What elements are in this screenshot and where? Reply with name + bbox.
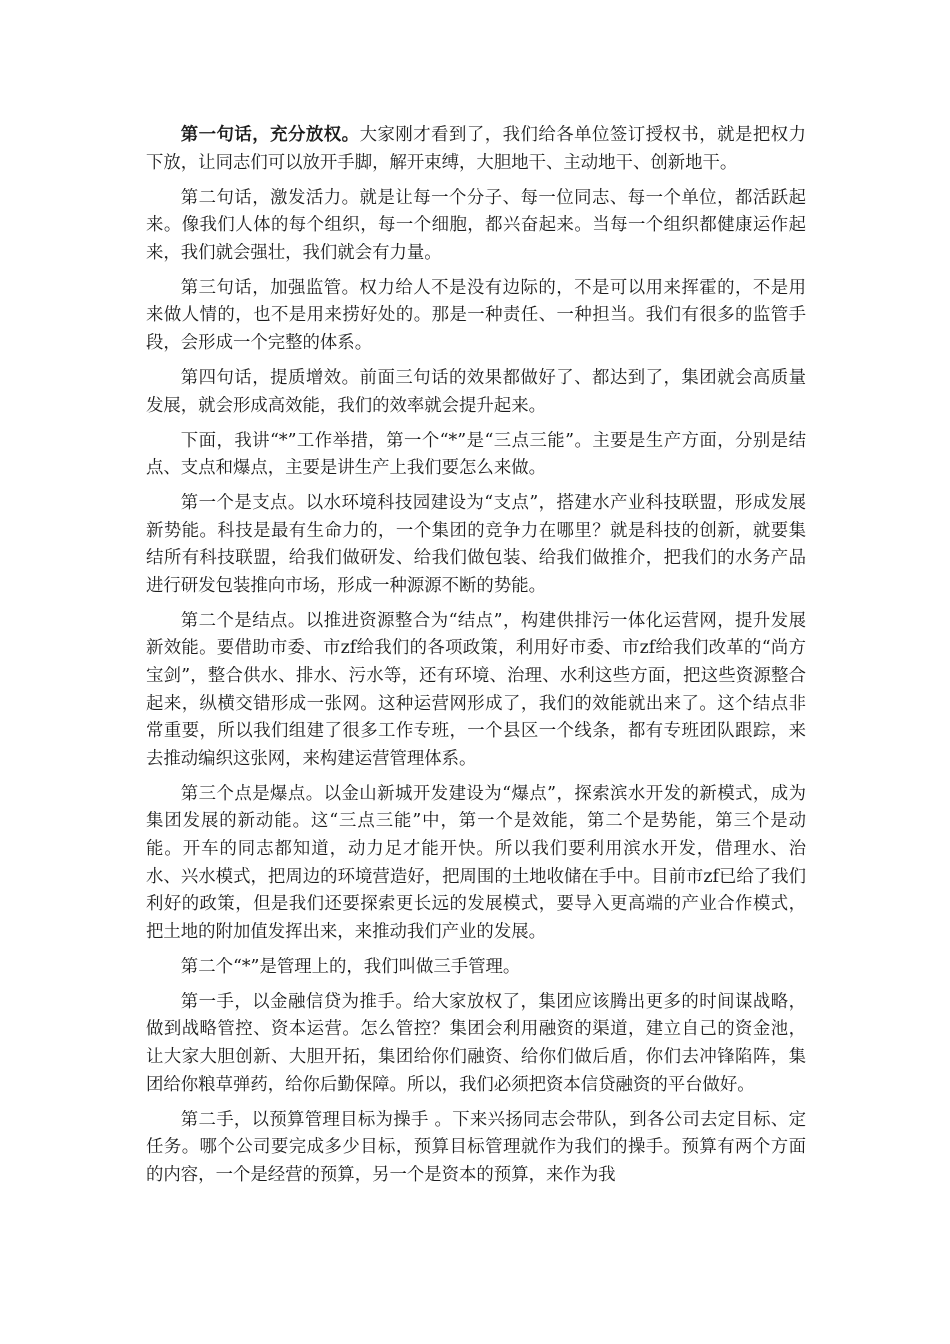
paragraph-text: 下面，我讲“*”工作举措，第一个“*”是“三点三能”。主要是生产方面，分别是结点、支点和爆点，主要是讲生产上我们要怎么来做。	[146, 430, 806, 479]
paragraph-10	[146, 989, 806, 1099]
paragraph-8	[146, 781, 806, 947]
paragraph-text: 第四句话，提质增效。前面三句话的效果都做好了、都达到了，集团就会高质量发展，就会形成高效能，我们的效率就会提升起来。	[146, 367, 806, 416]
paragraph-text: 第二个是结点。以推进资源整合为“结点”，构建供排污一体化运营网，提升发展新效能。要借助市委、市zf给我们的各项政策，利用好市委、市zf给我们改革的“尚方宝剑”，整合供水、排水、污水等，还有环境、治理、水利这些方面，把这些资源整合起来，纵横交错形成一张网。这种运营网形成了，我们的效能就出来了。这个结点非常重要，所以我们组建了很多工作专班，一个县区一个线条，都有专班团队跟踪，来去推动编织这张网，来构建运营管理体系。	[146, 610, 806, 769]
paragraph-text: 第三个点是爆点。以金山新城开发建设为“爆点”，探索滨水开发的新模式，成为集团发展的新动能。这“三点三能”中，第一个是效能，第二个是势能，第三个是动能。开车的同志都知道，动力足才能开快。所以我们要利用滨水开发，借理水、治水、兴水模式，把周边的环境营造好，把周围的土地收储在手中。目前市zf已给了我们利好的政策，但是我们还要探索更长远的发展模式，要导入更高端的产业合作模式，把土地的附加值发挥出来，来推动我们产业的发展。	[146, 783, 806, 942]
paragraph-3	[146, 275, 806, 358]
paragraph-11	[146, 1107, 806, 1190]
paragraph-5	[146, 428, 806, 483]
paragraph-6	[146, 490, 806, 600]
paragraph-9	[146, 954, 806, 982]
paragraph-text: 第一手，以金融信贷为推手。给大家放权了，集团应该腾出更多的时间谋战略，做到战略管控、资本运营。怎么管控？集团会利用融资的渠道，建立自己的资金池，让大家大胆创新、大胆开拓，集团给你们融资、给你们做后盾，你们去冲锋陷阵，集团给你粮草弹药，给你后勤保障。所以，我们必须把资本信贷融资的平台做好。	[146, 991, 806, 1095]
paragraph-lead: 第一句话，充分放权。	[180, 125, 360, 145]
paragraph-text: 第一个是支点。以水环境科技园建设为“支点”，搭建水产业科技联盟，形成发展新势能。科技是最有生命力的，一个集团的竞争力在哪里？就是科技的创新，就要集结所有科技联盟，给我们做研发、给我们做包装、给我们做推介，把我们的水务产品进行研发包装推向市场，形成一种源源不断的势能。	[146, 493, 806, 596]
paragraph-text: 大家刚才看到了，我们给各单位签订授权书，就是把权力下放，让同志们可以放开手脚，解开束缚，大胆地干、主动地干、创新地干。	[146, 125, 806, 173]
paragraph-4	[146, 365, 806, 420]
paragraph-text: 第二个“*”是管理上的，我们叫做三手管理。	[180, 956, 521, 977]
paragraph-text: 第三句话，加强监管。权力给人不是没有边际的，不是可以用来挥霍的，不是用来做人情的，也不是用来捞好处的。那是一种责任、一种担当。我们有很多的监管手段，会形成一个完整的体系。	[146, 277, 806, 353]
paragraph-2	[146, 185, 806, 268]
paragraph-7	[146, 608, 806, 774]
document-body	[146, 122, 806, 1197]
paragraph-text: 第二句话，激发活力。就是让每一个分子、每一位同志、每一个单位，都活跃起来。像我们人体的每个组织，每一个细胞，都兴奋起来。当每一个组织都健康运作起来，我们就会强壮，我们就会有力量。	[146, 187, 806, 263]
paragraph-text: 第二手，以预算管理目标为操手 。下来兴扬同志会带队，到各公司去定目标、定任务。哪个公司要完成多少目标，预算目标管理就作为我们的操手。预算有两个方面的内容，一个是经营的预算，另一个是资本的预算，来作为我	[146, 1109, 806, 1185]
paragraph-1	[146, 122, 806, 177]
